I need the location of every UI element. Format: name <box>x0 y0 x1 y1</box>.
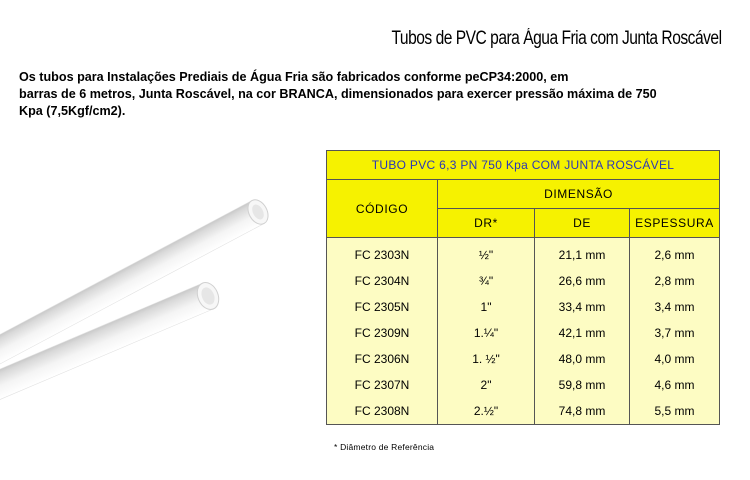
cell-de: 59,8 mm <box>535 372 630 398</box>
cell-de: 26,6 mm <box>535 268 630 294</box>
cell-dr: 2" <box>438 372 535 398</box>
cell-codigo: FC 2305N <box>327 294 438 320</box>
cell-espessura: 4,6 mm <box>630 372 720 398</box>
cell-codigo: FC 2304N <box>327 268 438 294</box>
cell-espessura: 3,4 mm <box>630 294 720 320</box>
col-de-header: DE <box>535 209 630 238</box>
page-title: Tubos de PVC para Água Fria com Junta Roscável <box>391 28 722 49</box>
col-codigo-header: CÓDIGO <box>327 180 438 238</box>
cell-codigo: FC 2306N <box>327 346 438 372</box>
cell-dr: 1" <box>438 294 535 320</box>
table-row <box>327 398 720 425</box>
cell-codigo: FC 2303N <box>327 238 438 269</box>
cell-dr: 1.¼" <box>438 320 535 346</box>
cell-dr: ¾" <box>438 268 535 294</box>
intro-line: barras de 6 metros, Junta Roscável, na cor BRANCA, dimensionados para exercer pressão máxima de 750 <box>19 87 657 101</box>
col-dr-header: DR* <box>438 209 535 238</box>
cell-de: 74,8 mm <box>535 398 630 425</box>
cell-codigo: FC 2307N <box>327 372 438 398</box>
footnote: * Diâmetro de Referência <box>334 442 435 452</box>
table-row <box>327 268 720 294</box>
spec-table <box>326 150 720 425</box>
table-row <box>327 238 720 269</box>
cell-espessura: 3,7 mm <box>630 320 720 346</box>
cell-de: 33,4 mm <box>535 294 630 320</box>
cell-espessura: 5,5 mm <box>630 398 720 425</box>
cell-codigo: FC 2308N <box>327 398 438 425</box>
cell-dr: ½" <box>438 238 535 269</box>
cell-de: 42,1 mm <box>535 320 630 346</box>
intro-line: Os tubos para Instalações Prediais de Água Fria são fabricados conforme peCP34:2000, em <box>19 70 569 84</box>
table-title: TUBO PVC 6,3 PN 750 Kpa COM JUNTA ROSCÁVEL <box>327 151 720 180</box>
col-dimensao-header: DIMENSÃO <box>438 180 720 209</box>
table-row <box>327 294 720 320</box>
pvc-pipes-image <box>0 170 300 410</box>
table-row <box>327 372 720 398</box>
table-row <box>327 346 720 372</box>
cell-espessura: 4,0 mm <box>630 346 720 372</box>
cell-codigo: FC 2309N <box>327 320 438 346</box>
table-row <box>327 320 720 346</box>
cell-dr: 1. ½" <box>438 346 535 372</box>
intro-line: Kpa (7,5Kgf/cm2). <box>19 104 126 118</box>
cell-dr: 2.½" <box>438 398 535 425</box>
cell-espessura: 2,8 mm <box>630 268 720 294</box>
cell-de: 48,0 mm <box>535 346 630 372</box>
cell-de: 21,1 mm <box>535 238 630 269</box>
col-espessura-header: ESPESSURA <box>630 209 720 238</box>
cell-espessura: 2,6 mm <box>630 238 720 269</box>
intro-paragraph <box>19 69 739 120</box>
